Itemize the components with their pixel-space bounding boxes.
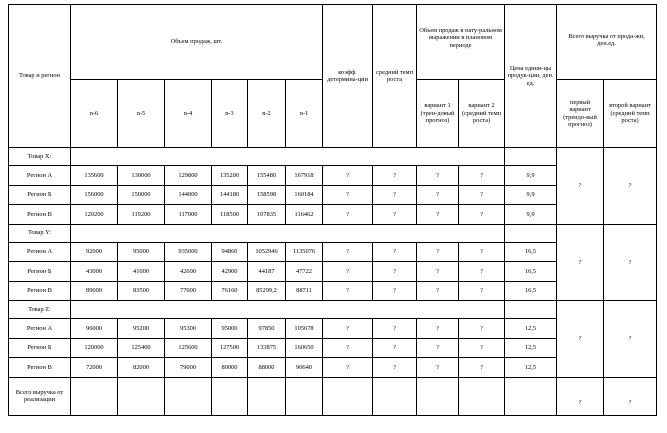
total-empty-cell: [417, 377, 459, 415]
variant2-cell: ?: [459, 358, 505, 378]
determination-cell: ?: [323, 358, 373, 378]
header-period: n-3: [212, 80, 248, 148]
group-title-fill: [71, 301, 505, 319]
variant1-cell: ?: [417, 185, 459, 205]
determination-cell: ?: [323, 338, 373, 358]
unit-price-cell: 9,9: [505, 185, 557, 205]
region-name: Регион Б: [9, 185, 71, 205]
sales-value-cell: 130000: [118, 166, 165, 186]
header-unit-price: Цена едини-цы продук-ции, ден. ед.: [505, 5, 557, 148]
header-avg-growth: средний темп роста: [373, 5, 417, 148]
sales-value-cell: 43000: [71, 262, 118, 282]
unit-price-cell: 9,9: [505, 166, 557, 186]
avg-growth-cell: ?: [373, 205, 417, 225]
total-empty-cell: [286, 377, 323, 415]
region-name: Регион Б: [9, 338, 71, 358]
sales-value-cell: 1052946: [248, 242, 286, 262]
sales-value-cell: 95000: [212, 319, 248, 339]
sales-value-cell: 97850: [248, 319, 286, 339]
group-title-fill: [71, 224, 505, 242]
total-empty-cell: [118, 377, 165, 415]
header-planned-volume: Объем продаж в нату-ральном выражении в плановом периоде: [417, 5, 505, 80]
variant2-cell: ?: [459, 205, 505, 225]
header-variant1: вариант 1 (трен-довый прогноз): [417, 80, 459, 148]
sales-forecast-table: [8, 4, 657, 416]
header-sales-volume: Объем продаж, шт.: [71, 5, 323, 80]
sales-value-cell: 82000: [118, 358, 165, 378]
unit-price-cell: 16,5: [505, 242, 557, 262]
sales-value-cell: 119200: [118, 205, 165, 225]
group-price-blank: [505, 301, 557, 319]
group-revenue-variant2: ?: [604, 224, 657, 301]
variant2-cell: ?: [459, 319, 505, 339]
avg-growth-cell: ?: [373, 338, 417, 358]
sales-value-cell: 95300: [165, 319, 212, 339]
unit-price-cell: 16,5: [505, 281, 557, 301]
header-product-region: Товар и регион: [9, 5, 71, 148]
group-price-blank: [505, 148, 557, 166]
total-revenue-variant1: ?: [557, 377, 604, 415]
group-revenue-variant1: ?: [557, 148, 604, 225]
group-revenue-variant1: ?: [557, 301, 604, 378]
sales-value-cell: 89000: [71, 281, 118, 301]
sales-value-cell: 85299,2: [248, 281, 286, 301]
determination-cell: ?: [323, 205, 373, 225]
sales-value-cell: 116462: [286, 205, 323, 225]
sales-value-cell: 135600: [71, 166, 118, 186]
determination-cell: ?: [323, 319, 373, 339]
header-row-1: [9, 5, 657, 80]
unit-price-cell: 12,5: [505, 319, 557, 339]
group-title: Товар Y:: [9, 224, 71, 242]
unit-price-cell: 9,9: [505, 205, 557, 225]
region-name: Регион А: [9, 319, 71, 339]
variant2-cell: ?: [459, 166, 505, 186]
total-row: [9, 377, 657, 415]
sales-value-cell: 95000: [118, 242, 165, 262]
sales-value-cell: 167918: [286, 166, 323, 186]
total-empty-cell: [505, 377, 557, 415]
sales-value-cell: 160184: [286, 185, 323, 205]
sales-value-cell: 42600: [165, 262, 212, 282]
sales-value-cell: 76160: [212, 281, 248, 301]
unit-price-cell: 12,5: [505, 358, 557, 378]
variant1-cell: ?: [417, 205, 459, 225]
group-revenue-variant2: ?: [604, 301, 657, 378]
sales-value-cell: 80000: [212, 358, 248, 378]
sales-value-cell: 44187: [248, 262, 286, 282]
sales-value-cell: 92000: [71, 242, 118, 262]
sales-value-cell: 158598: [248, 185, 286, 205]
unit-price-cell: 12,5: [505, 338, 557, 358]
sales-value-cell: 88000: [248, 358, 286, 378]
region-name: Регион В: [9, 281, 71, 301]
group-title: Товар Z:: [9, 301, 71, 319]
total-empty-cell: [165, 377, 212, 415]
determination-cell: ?: [323, 262, 373, 282]
total-empty-cell: [248, 377, 286, 415]
sales-value-cell: 118500: [212, 205, 248, 225]
sales-value-cell: 160650: [286, 338, 323, 358]
variant1-cell: ?: [417, 338, 459, 358]
total-label: Всего выручка от реализации: [9, 377, 71, 415]
sales-value-cell: 144000: [165, 185, 212, 205]
header-period: n-2: [248, 80, 286, 148]
avg-growth-cell: ?: [373, 281, 417, 301]
region-name: Регион А: [9, 242, 71, 262]
sales-value-cell: 135200: [212, 166, 248, 186]
header-revenue-variant1: первый вариант (трендо-вый прогноз): [557, 80, 604, 148]
determination-cell: ?: [323, 185, 373, 205]
region-name: Регион А: [9, 166, 71, 186]
sales-value-cell: 96000: [71, 319, 118, 339]
variant2-cell: ?: [459, 338, 505, 358]
variant1-cell: ?: [417, 319, 459, 339]
variant2-cell: ?: [459, 242, 505, 262]
group-title-fill: [71, 148, 505, 166]
sales-value-cell: 77000: [165, 281, 212, 301]
total-empty-cell: [71, 377, 118, 415]
sales-value-cell: 155480: [248, 166, 286, 186]
sales-value-cell: 1135076: [286, 242, 323, 262]
total-empty-cell: [373, 377, 417, 415]
sales-value-cell: 47722: [286, 262, 323, 282]
group-revenue-variant1: ?: [557, 224, 604, 301]
determination-cell: ?: [323, 242, 373, 262]
sales-value-cell: 41000: [118, 262, 165, 282]
avg-growth-cell: ?: [373, 242, 417, 262]
group-header-row: [9, 301, 657, 319]
sales-value-cell: 72000: [71, 358, 118, 378]
determination-cell: ?: [323, 166, 373, 186]
sales-value-cell: 120000: [71, 338, 118, 358]
header-revenue-variant2: второй вариант (средний темп роста): [604, 80, 657, 148]
sales-value-cell: 150000: [118, 185, 165, 205]
unit-price-cell: 16,5: [505, 262, 557, 282]
total-empty-cell: [459, 377, 505, 415]
header-period: n-1: [286, 80, 323, 148]
header-period: n-6: [71, 80, 118, 148]
header-determination: коэфф. детермина-ции: [323, 5, 373, 148]
sales-value-cell: 79000: [165, 358, 212, 378]
group-revenue-variant2: ?: [604, 148, 657, 225]
sales-value-cell: 105678: [286, 319, 323, 339]
sales-value-cell: 90640: [286, 358, 323, 378]
sales-value-cell: 144180: [212, 185, 248, 205]
variant1-cell: ?: [417, 166, 459, 186]
sales-value-cell: 156000: [71, 185, 118, 205]
sales-value-cell: 127500: [212, 338, 248, 358]
sales-value-cell: 125600: [165, 338, 212, 358]
sales-value-cell: 117000: [165, 205, 212, 225]
sales-value-cell: 120200: [71, 205, 118, 225]
sales-value-cell: 935000: [165, 242, 212, 262]
region-name: Регион В: [9, 358, 71, 378]
sales-value-cell: 107835: [248, 205, 286, 225]
sales-value-cell: 125400: [118, 338, 165, 358]
sales-value-cell: 133875: [248, 338, 286, 358]
avg-growth-cell: ?: [373, 358, 417, 378]
sales-value-cell: 88711: [286, 281, 323, 301]
total-empty-cell: [323, 377, 373, 415]
sales-value-cell: 94860: [212, 242, 248, 262]
total-revenue-variant2: ?: [604, 377, 657, 415]
avg-growth-cell: ?: [373, 166, 417, 186]
sales-value-cell: 129800: [165, 166, 212, 186]
variant1-cell: ?: [417, 358, 459, 378]
group-header-row: [9, 224, 657, 242]
variant2-cell: ?: [459, 185, 505, 205]
avg-growth-cell: ?: [373, 319, 417, 339]
variant1-cell: ?: [417, 281, 459, 301]
determination-cell: ?: [323, 281, 373, 301]
variant2-cell: ?: [459, 281, 505, 301]
region-name: Регион Б: [9, 262, 71, 282]
sales-value-cell: 83500: [118, 281, 165, 301]
sales-value-cell: 42900: [212, 262, 248, 282]
header-period: n-4: [165, 80, 212, 148]
variant2-cell: ?: [459, 262, 505, 282]
region-name: Регион В: [9, 205, 71, 225]
variant1-cell: ?: [417, 262, 459, 282]
sales-value-cell: 95200: [118, 319, 165, 339]
avg-growth-cell: ?: [373, 262, 417, 282]
group-title: Товар X:: [9, 148, 71, 166]
header-period: n-5: [118, 80, 165, 148]
group-price-blank: [505, 224, 557, 242]
avg-growth-cell: ?: [373, 185, 417, 205]
header-variant2: вариант 2 (средний темп роста): [459, 80, 505, 148]
group-header-row: [9, 148, 657, 166]
header-total-revenue: Всего выручка от прода-жи, ден.ед.: [557, 5, 657, 80]
total-empty-cell: [212, 377, 248, 415]
variant1-cell: ?: [417, 242, 459, 262]
